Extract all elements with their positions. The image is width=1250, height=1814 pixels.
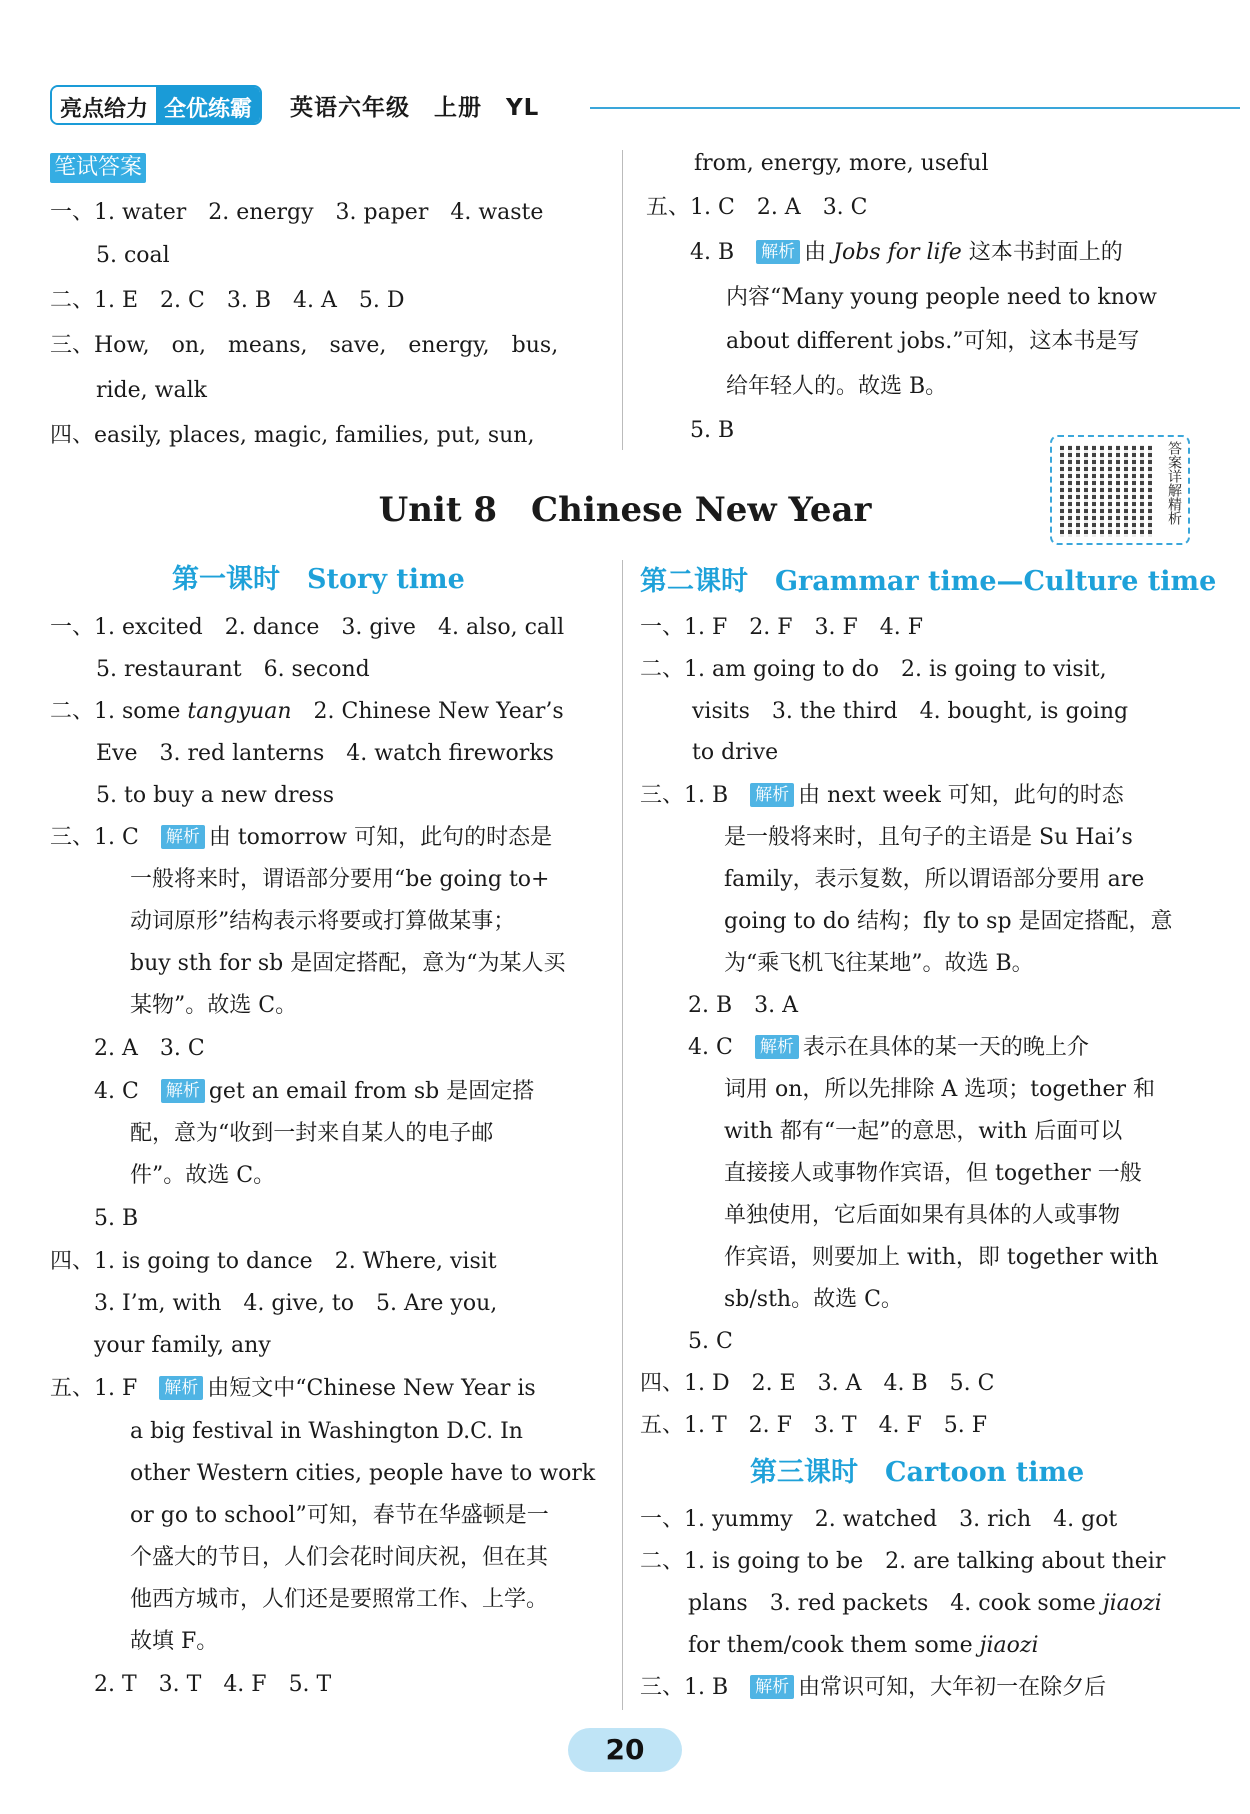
answer-line: 四、easily, places, magic, families, put, sun, — [50, 423, 535, 448]
answer-line: 作宾语，则要加上 with，即 together with — [724, 1245, 1159, 1270]
answer-line: 5. coal — [96, 243, 170, 268]
answer-line: 内容“Many young people need to know — [726, 285, 1157, 310]
answer-line: 件”。故选 C。 — [130, 1163, 276, 1188]
answer-line: going to do 结构；fly to sp 是固定搭配，意 — [724, 909, 1173, 934]
analysis-tag: 解析 — [161, 1079, 205, 1103]
badge-right: 全优练霸 — [156, 87, 260, 123]
answer-line: sb/sth。故选 C。 — [724, 1287, 903, 1312]
answer-line: 四、1. is going to dance 2. Where, visit — [50, 1249, 497, 1274]
answer-line: 二、1. is going to be 2. are talking about their — [640, 1549, 1166, 1574]
answer-line: 他西方城市，人们还是要照常工作、上学。 — [130, 1587, 549, 1612]
answer-line: 三、1. C 解析 由 tomorrow 可知，此句的时态是 — [50, 825, 553, 850]
answer-line: 4. C 解析 get an email from sb 是固定搭 — [94, 1079, 535, 1104]
header-rule — [590, 107, 1240, 109]
badge-left: 亮点给力 — [52, 87, 156, 123]
answer-line: 二、1. am going to do 2. is going to visit, — [640, 657, 1107, 682]
answer-line: 三、How, on, means, save, energy, bus, — [50, 333, 559, 358]
answer-line: family，表示复数，所以谓语部分要用 are — [724, 867, 1145, 892]
answer-line: 某物”。故选 C。 — [130, 993, 298, 1018]
answer-line: to drive — [692, 740, 779, 765]
qr-label: 答案详解精析 — [1166, 441, 1182, 525]
analysis-tag: 解析 — [159, 1376, 203, 1400]
answer-line: 5. to buy a new dress — [96, 783, 335, 808]
answer-line: buy sth for sb 是固定搭配，意为“为某人买 — [130, 951, 566, 976]
written-answers-label: 笔试答案 — [50, 153, 150, 185]
answer-line: plans 3. red packets 4. cook some jiaozi — [688, 1591, 1162, 1616]
answer-line: 5. C — [688, 1329, 733, 1354]
column-divider — [622, 560, 623, 1710]
series-badge — [50, 85, 262, 125]
answer-line: 4. C 解析 表示在具体的某一天的晚上介 — [688, 1035, 1089, 1060]
answer-line: 五、1. F 解析 由短文中“Chinese New Year is — [50, 1376, 536, 1401]
page-number: 20 — [568, 1728, 682, 1772]
answer-line: with 都有“一起”的意思，with 后面可以 — [724, 1119, 1123, 1144]
answer-line: 词用 on，所以先排除 A 选项；together 和 — [724, 1077, 1156, 1102]
answer-line: 2. T 3. T 4. F 5. T — [94, 1672, 332, 1697]
book-title: 英语六年级 上册 YL — [290, 95, 540, 121]
answer-line: 动词原形”结构表示将要或打算做某事； — [130, 909, 516, 934]
unit-title: Unit 8 Chinese New Year — [378, 490, 872, 530]
answer-line: 为“乘飞机飞往某地”。故选 B。 — [724, 951, 1034, 976]
answer-line: 2. B 3. A — [688, 993, 799, 1018]
answer-line: 一、1. F 2. F 3. F 4. F — [640, 615, 923, 640]
answer-line: 配，意为“收到一封来自某人的电子邮 — [130, 1121, 494, 1146]
answer-line: 个盛大的节日，人们会花时间庆祝，但在其 — [130, 1545, 549, 1570]
answer-line: 一、1. water 2. energy 3. paper 4. waste — [50, 200, 544, 225]
answer-line: 2. A 3. C — [94, 1036, 205, 1061]
answer-line: 直接接人或事物作宾语，但 together 一般 — [724, 1161, 1142, 1186]
answer-line: or go to school”可知，春节在华盛顿是一 — [130, 1503, 549, 1528]
answer-line: 故填 F。 — [130, 1629, 219, 1654]
answer-line: other Western cities, people have to work — [130, 1461, 596, 1486]
answer-line: 三、1. B 解析 由常识可知，大年初一在除夕后 — [640, 1675, 1107, 1700]
answer-line: 二、1. some tangyuan 2. Chinese New Year’s — [50, 699, 564, 724]
answer-line: 是一般将来时，且句子的主语是 Su Hai’s — [724, 825, 1133, 850]
answer-line: 5. restaurant 6. second — [96, 657, 370, 682]
answer-line: for them/cook them some jiaozi — [688, 1633, 1039, 1658]
answer-line: about different jobs.”可知，这本书是写 — [726, 329, 1140, 354]
answer-line: 5. B — [690, 418, 735, 443]
answer-line: 4. B 解析 由 Jobs for life 这本书封面上的 — [690, 240, 1123, 265]
answer-line: 3. I’m, with 4. give, to 5. Are you, — [94, 1291, 498, 1316]
answer-line: Eve 3. red lanterns 4. watch fireworks — [96, 741, 554, 766]
answer-line: 一、1. excited 2. dance 3. give 4. also, call — [50, 615, 565, 640]
answer-line: 四、1. D 2. E 3. A 4. B 5. C — [640, 1371, 995, 1396]
analysis-tag: 解析 — [756, 240, 800, 264]
answer-line: 三、1. B 解析 由 next week 可知，此句的时态 — [640, 783, 1124, 808]
page-header — [50, 85, 1190, 127]
column-divider — [622, 150, 623, 450]
analysis-tag: 解析 — [750, 783, 794, 807]
answer-line: 一般将来时，谓语部分要用“be going to+ — [130, 867, 550, 892]
answer-line: your family, any — [94, 1333, 271, 1358]
answer-line: 一、1. yummy 2. watched 3. rich 4. got — [640, 1507, 1118, 1532]
answer-line: 给年轻人的。故选 B。 — [726, 374, 948, 399]
answer-line: 五、1. T 2. F 3. T 4. F 5. F — [640, 1413, 988, 1438]
answer-line: ride, walk — [96, 378, 207, 403]
answer-line: 五、1. C 2. A 3. C — [646, 195, 868, 220]
answer-line: 单独使用，它后面如果有具体的人或事物 — [724, 1203, 1121, 1228]
answer-line: a big festival in Washington D.C. In — [130, 1419, 523, 1444]
answer-line: 5. B — [94, 1206, 139, 1231]
analysis-tag: 解析 — [750, 1675, 794, 1699]
answer-line: 二、1. E 2. C 3. B 4. A 5. D — [50, 288, 405, 313]
lesson-title-3: 第三课时 Cartoon time — [750, 1457, 1085, 1488]
analysis-tag: 解析 — [755, 1035, 799, 1059]
answer-line: from, energy, more, useful — [694, 151, 989, 176]
answer-line: visits 3. the third 4. bought, is going — [692, 699, 1129, 724]
lesson-title-2: 第二课时 Grammar time—Culture time — [640, 566, 1217, 597]
lesson-title-1: 第一课时 Story time — [172, 564, 465, 595]
analysis-tag: 解析 — [161, 825, 205, 849]
